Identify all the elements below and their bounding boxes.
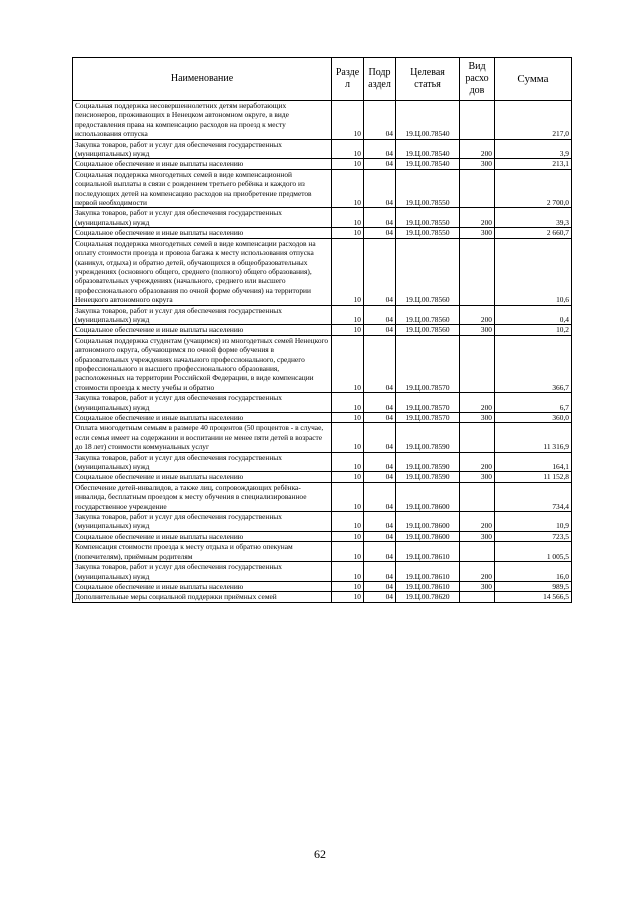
row-target-article: 19.Ц.00.78550	[396, 228, 460, 238]
row-name: Социальное обеспечение и иные выплаты населению	[73, 325, 332, 335]
row-expense-type: 300	[460, 325, 495, 335]
row-expense-type: 200	[460, 208, 495, 228]
row-podrazdel: 04	[364, 228, 396, 238]
page-number: 62	[314, 847, 326, 861]
row-razdel: 10	[332, 413, 364, 423]
row-razdel: 10	[332, 562, 364, 582]
table-row	[73, 238, 572, 305]
row-podrazdel: 04	[364, 581, 396, 591]
row-expense-type	[460, 335, 495, 392]
row-sum: 16,0	[495, 562, 572, 582]
table-row	[73, 139, 572, 159]
budget-table	[72, 57, 572, 603]
row-target-article: 19.Ц.00.78600	[396, 512, 460, 532]
table-row	[73, 472, 572, 482]
row-razdel: 10	[332, 159, 364, 169]
row-name: Закупка товаров, работ и услуг для обеспечения государственных (муниципальных) нужд	[73, 139, 332, 159]
row-name: Социальная поддержка несовершеннолетних детям неработающих пенсионеров, проживающих в Ненецком автономном округе, в виде предоставления права на компенсацию расходов на проезд к месту использования отпуска	[73, 101, 332, 140]
row-sum: 366,7	[495, 335, 572, 392]
row-sum: 3,9	[495, 139, 572, 159]
row-name: Социальное обеспечение и иные выплаты населению	[73, 413, 332, 423]
row-target-article: 19.Ц.00.78560	[396, 305, 460, 325]
row-razdel: 10	[332, 139, 364, 159]
row-expense-type: 300	[460, 581, 495, 591]
row-podrazdel: 04	[364, 512, 396, 532]
table-row	[73, 208, 572, 228]
row-expense-type	[460, 482, 495, 511]
row-razdel: 10	[332, 472, 364, 482]
header-name: Наименование	[73, 58, 332, 101]
row-target-article: 19.Ц.00.78570	[396, 413, 460, 423]
row-expense-type: 300	[460, 159, 495, 169]
row-name: Закупка товаров, работ и услуг для обеспечения государственных (муниципальных) нужд	[73, 512, 332, 532]
row-sum: 11 316,9	[495, 423, 572, 452]
row-target-article: 19.Ц.00.78550	[396, 208, 460, 228]
row-target-article: 19.Ц.00.78560	[396, 325, 460, 335]
row-expense-type	[460, 101, 495, 140]
row-razdel: 10	[332, 101, 364, 140]
row-expense-type	[460, 238, 495, 305]
row-expense-type: 200	[460, 452, 495, 472]
header-target-article: Целевая статья	[396, 58, 460, 101]
row-sum: 10,2	[495, 325, 572, 335]
table-row	[73, 335, 572, 392]
row-podrazdel: 04	[364, 472, 396, 482]
row-podrazdel: 04	[364, 562, 396, 582]
row-razdel: 10	[332, 512, 364, 532]
table-row	[73, 393, 572, 413]
row-sum: 2 700,0	[495, 169, 572, 208]
row-podrazdel: 04	[364, 169, 396, 208]
table-row	[73, 592, 572, 602]
row-razdel: 10	[332, 238, 364, 305]
row-razdel: 10	[332, 228, 364, 238]
row-podrazdel: 04	[364, 335, 396, 392]
row-razdel: 10	[332, 482, 364, 511]
row-razdel: 10	[332, 581, 364, 591]
row-expense-type: 200	[460, 305, 495, 325]
table-row	[73, 542, 572, 562]
table-row	[73, 581, 572, 591]
row-name: Закупка товаров, работ и услуг для обеспечения государственных (муниципальных) нужд	[73, 452, 332, 472]
table-row	[73, 423, 572, 452]
row-expense-type: 200	[460, 139, 495, 159]
row-razdel: 10	[332, 325, 364, 335]
row-sum: 723,5	[495, 531, 572, 541]
row-name: Закупка товаров, работ и услуг для обеспечения государственных (муниципальных) нужд	[73, 393, 332, 413]
row-sum: 14 566,5	[495, 592, 572, 602]
row-expense-type: 200	[460, 512, 495, 532]
row-podrazdel: 04	[364, 305, 396, 325]
row-name: Социальное обеспечение и иные выплаты населению	[73, 159, 332, 169]
row-target-article: 19.Ц.00.78540	[396, 139, 460, 159]
row-target-article: 19.Ц.00.78570	[396, 335, 460, 392]
row-sum: 164,1	[495, 452, 572, 472]
row-sum: 1 005,5	[495, 542, 572, 562]
row-razdel: 10	[332, 169, 364, 208]
row-target-article: 19.Ц.00.78560	[396, 238, 460, 305]
table-row	[73, 482, 572, 511]
row-name: Обеспечение детей-инвалидов, а также лиц, сопровождающих ребёнка-инвалида, бесплатным проездом к месту обучения в специализированное государственное учреждение	[73, 482, 332, 511]
table-row	[73, 169, 572, 208]
table-header	[73, 58, 572, 101]
row-podrazdel: 04	[364, 413, 396, 423]
row-target-article: 19.Ц.00.78610	[396, 581, 460, 591]
row-target-article: 19.Ц.00.78610	[396, 542, 460, 562]
row-target-article: 19.Ц.00.78600	[396, 482, 460, 511]
table-row	[73, 101, 572, 140]
row-name: Компенсация стоимости проезда к месту отдыха и обратно опекунам (попечителям), приёмным родителям	[73, 542, 332, 562]
row-sum: 0,4	[495, 305, 572, 325]
row-name: Оплата многодетным семьям в размере 40 процентов (50 процентов - в случае, если семья имеет на содержании и воспитании не менее пяти детей в возрасте до 18 лет) стоимости коммунальных услуг	[73, 423, 332, 452]
header-podrazdel: Подр аздел	[364, 58, 396, 101]
row-target-article: 19.Ц.00.78570	[396, 393, 460, 413]
row-expense-type: 300	[460, 531, 495, 541]
row-podrazdel: 04	[364, 159, 396, 169]
row-podrazdel: 04	[364, 101, 396, 140]
row-name: Социальная поддержка многодетных семей в виде компенсации расходов на оплату стоимости проезда и провоза багажа к месту использования отпуска (каникул, отдыха) и обратно детей, обучающихся в общеобразовательных учреждениях (основного общего, среднего (полного) общего образования), образовательных учреждениях (начального, среднего или высшего профессионального образования по очной форме обучения) на территории Ненецкого автономного округа	[73, 238, 332, 305]
row-target-article: 19.Ц.00.78610	[396, 562, 460, 582]
row-name: Закупка товаров, работ и услуг для обеспечения государственных (муниципальных) нужд	[73, 208, 332, 228]
header-row	[73, 58, 572, 101]
row-name: Дополнительные меры социальной поддержки приёмных семей	[73, 592, 332, 602]
row-target-article: 19.Ц.00.78620	[396, 592, 460, 602]
row-name: Социальное обеспечение и иные выплаты населению	[73, 228, 332, 238]
row-expense-type: 300	[460, 472, 495, 482]
row-target-article: 19.Ц.00.78590	[396, 423, 460, 452]
table-row	[73, 159, 572, 169]
row-sum: 734,4	[495, 482, 572, 511]
table-row	[73, 325, 572, 335]
row-podrazdel: 04	[364, 208, 396, 228]
row-expense-type: 200	[460, 393, 495, 413]
row-podrazdel: 04	[364, 393, 396, 413]
row-podrazdel: 04	[364, 238, 396, 305]
row-expense-type	[460, 423, 495, 452]
row-podrazdel: 04	[364, 542, 396, 562]
row-sum: 11 152,8	[495, 472, 572, 482]
row-podrazdel: 04	[364, 325, 396, 335]
row-podrazdel: 04	[364, 531, 396, 541]
row-sum: 39,3	[495, 208, 572, 228]
row-sum: 2 660,7	[495, 228, 572, 238]
row-sum: 10,9	[495, 512, 572, 532]
row-name: Социальное обеспечение и иные выплаты населению	[73, 531, 332, 541]
row-podrazdel: 04	[364, 139, 396, 159]
row-sum: 360,0	[495, 413, 572, 423]
row-name: Социальная поддержка многодетных семей в виде компенсационной социальной выплаты в связи с рождением третьего ребёнка и каждого из последующих детей на компенсацию расходов на приобретение предметов первой необходимости	[73, 169, 332, 208]
row-expense-type: 300	[460, 228, 495, 238]
row-sum: 6,7	[495, 393, 572, 413]
header-expense-type: Вид расхо дов	[460, 58, 495, 101]
row-razdel: 10	[332, 531, 364, 541]
row-target-article: 19.Ц.00.78540	[396, 101, 460, 140]
row-razdel: 10	[332, 423, 364, 452]
row-expense-type	[460, 592, 495, 602]
row-razdel: 10	[332, 393, 364, 413]
row-name: Социальное обеспечение и иные выплаты населению	[73, 581, 332, 591]
row-name: Закупка товаров, работ и услуг для обеспечения государственных (муниципальных) нужд	[73, 305, 332, 325]
row-name: Социальная поддержка студентам (учащимся) из многодетных семей Ненецкого автономного округа, обучающимся по очной форме обучения в образовательных учреждениях начального профессионального, среднего профессионального и высшего профессионального образования, расположенных на территории Российской Федерации, в виде компенсации стоимости проезда к месту учебы и обратно	[73, 335, 332, 392]
row-sum: 989,5	[495, 581, 572, 591]
row-podrazdel: 04	[364, 452, 396, 472]
row-razdel: 10	[332, 208, 364, 228]
row-target-article: 19.Ц.00.78550	[396, 169, 460, 208]
row-razdel: 10	[332, 452, 364, 472]
row-target-article: 19.Ц.00.78590	[396, 452, 460, 472]
header-sum: Сумма	[495, 58, 572, 101]
row-expense-type	[460, 542, 495, 562]
row-razdel: 10	[332, 305, 364, 325]
row-razdel: 10	[332, 592, 364, 602]
row-sum: 217,0	[495, 101, 572, 140]
table-row	[73, 413, 572, 423]
table-row	[73, 512, 572, 532]
row-podrazdel: 04	[364, 482, 396, 511]
table-row	[73, 452, 572, 472]
row-target-article: 19.Ц.00.78600	[396, 531, 460, 541]
table-row	[73, 228, 572, 238]
row-podrazdel: 04	[364, 592, 396, 602]
row-razdel: 10	[332, 335, 364, 392]
row-expense-type: 200	[460, 562, 495, 582]
row-name: Закупка товаров, работ и услуг для обеспечения государственных (муниципальных) нужд	[73, 562, 332, 582]
row-target-article: 19.Ц.00.78540	[396, 159, 460, 169]
row-expense-type: 300	[460, 413, 495, 423]
row-target-article: 19.Ц.00.78590	[396, 472, 460, 482]
header-razdel: Разде л	[332, 58, 364, 101]
row-sum: 10,6	[495, 238, 572, 305]
table-row	[73, 562, 572, 582]
row-sum: 213,1	[495, 159, 572, 169]
row-name: Социальное обеспечение и иные выплаты населению	[73, 472, 332, 482]
table-body	[73, 101, 572, 603]
row-podrazdel: 04	[364, 423, 396, 452]
row-razdel: 10	[332, 542, 364, 562]
table-row	[73, 305, 572, 325]
row-expense-type	[460, 169, 495, 208]
table-row	[73, 531, 572, 541]
